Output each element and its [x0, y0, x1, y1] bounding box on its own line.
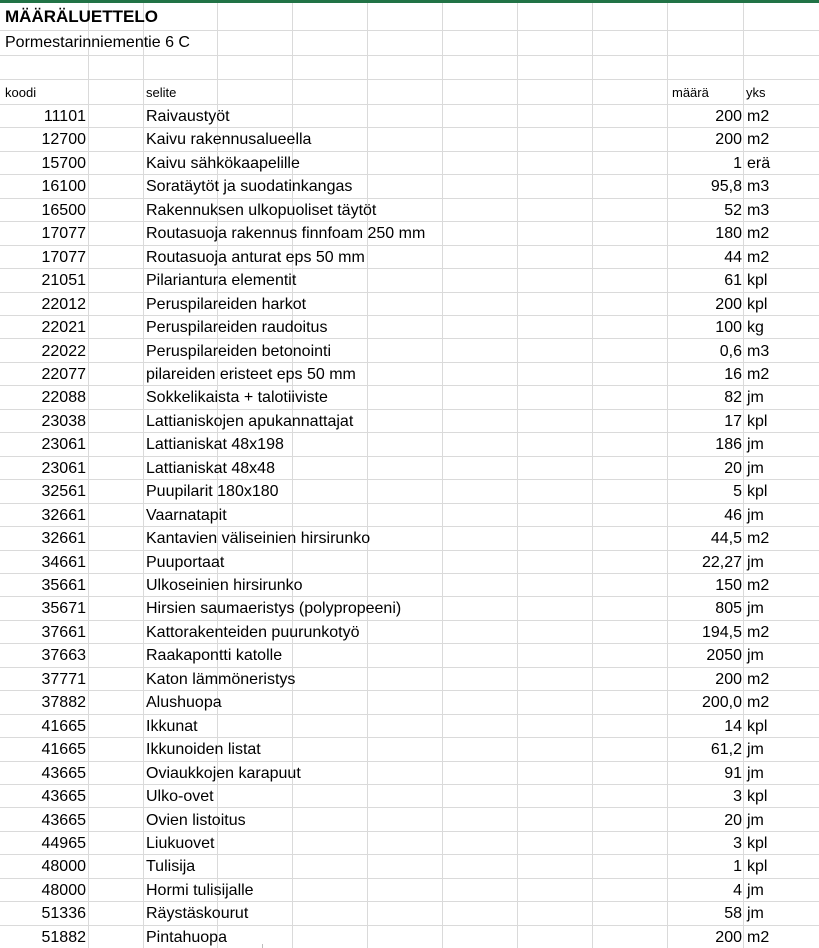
cell-quantity[interactable]: 20 — [724, 459, 742, 477]
cell-unit[interactable]: m2 — [747, 928, 770, 946]
cell-description[interactable]: Kantavien väliseinien hirsirunko — [146, 530, 371, 548]
table-row[interactable] — [0, 340, 819, 363]
table-row[interactable] — [0, 785, 819, 808]
cell-description[interactable]: Peruspilareiden betonointi — [146, 342, 332, 360]
table-row[interactable] — [0, 457, 819, 480]
table-row[interactable] — [0, 269, 819, 292]
sheet-title[interactable]: MÄÄRÄLUETTELO — [5, 7, 158, 26]
table-row[interactable] — [0, 809, 819, 832]
cell-code[interactable]: 22088 — [41, 389, 86, 407]
cell-unit[interactable]: kpl — [747, 483, 768, 501]
table-row[interactable] — [0, 199, 819, 222]
cell-description[interactable]: Sokkelikaista + talotiiviste — [146, 389, 328, 407]
table-row[interactable] — [0, 738, 819, 761]
cell-unit[interactable]: jm — [747, 459, 764, 477]
table-row[interactable] — [0, 433, 819, 456]
cell-code[interactable]: 23061 — [41, 436, 86, 454]
header-code[interactable]: koodi — [5, 85, 37, 100]
cell-unit[interactable]: jm — [747, 553, 764, 571]
cell-quantity[interactable]: 61 — [724, 272, 742, 290]
cell-description[interactable]: Puuportaat — [146, 553, 225, 571]
table-row[interactable] — [0, 410, 819, 433]
cell-code[interactable]: 22012 — [41, 295, 86, 313]
table-row[interactable] — [0, 902, 819, 925]
cell-quantity[interactable]: 52 — [724, 201, 742, 219]
table-row[interactable] — [0, 621, 819, 644]
cell-description[interactable]: Tulisija — [146, 858, 196, 876]
cell-description[interactable]: Kaivu rakennusalueella — [146, 131, 312, 149]
cell-unit[interactable]: jm — [747, 811, 764, 829]
cell-code[interactable]: 37882 — [41, 694, 86, 712]
cell-description[interactable]: Pintahuopa — [146, 928, 227, 946]
cell-quantity[interactable]: 82 — [724, 389, 742, 407]
cell-quantity[interactable]: 194,5 — [701, 623, 742, 641]
cell-description[interactable]: pilareiden eristeet eps 50 mm — [146, 365, 356, 383]
cell-code[interactable]: 32661 — [41, 506, 86, 524]
cell-unit[interactable]: m3 — [747, 178, 770, 196]
cell-unit[interactable]: jm — [747, 436, 764, 454]
table-row[interactable] — [0, 926, 819, 948]
table-row[interactable] — [0, 715, 819, 738]
cell-description[interactable]: Hormi tulisijalle — [146, 881, 254, 899]
cell-unit[interactable]: m2 — [747, 108, 770, 125]
cell-description[interactable]: Routasuoja anturat eps 50 mm — [146, 248, 365, 266]
cell-quantity[interactable]: 1 — [733, 154, 742, 172]
table-row[interactable] — [0, 386, 819, 409]
table-row[interactable] — [0, 527, 819, 550]
cell-code[interactable]: 22077 — [41, 365, 86, 383]
cell-description[interactable]: Räystäskourut — [146, 905, 249, 923]
cell-quantity[interactable]: 3 — [733, 788, 742, 806]
cell-code[interactable]: 23038 — [41, 412, 86, 430]
header-qty[interactable]: määrä — [672, 85, 709, 100]
table-row[interactable] — [0, 879, 819, 902]
cell-unit[interactable]: kpl — [747, 788, 768, 806]
header-unit[interactable]: yks — [746, 85, 766, 100]
table-row[interactable] — [0, 668, 819, 691]
cell-quantity[interactable]: 200 — [715, 295, 742, 313]
cell-quantity[interactable]: 46 — [724, 506, 742, 524]
cell-code[interactable]: 43665 — [41, 788, 86, 806]
table-row[interactable] — [0, 363, 819, 386]
cell-description[interactable]: Peruspilareiden raudoitus — [146, 319, 328, 337]
cell-unit[interactable]: kg — [747, 319, 764, 337]
sheet-scroll-indicator — [262, 944, 273, 948]
cell-quantity[interactable]: 200 — [715, 670, 742, 688]
cell-code[interactable]: 43665 — [41, 811, 86, 829]
cell-quantity[interactable]: 200 — [715, 928, 742, 946]
cell-quantity[interactable]: 44 — [724, 248, 742, 266]
cell-code[interactable]: 15700 — [41, 154, 86, 172]
cell-unit[interactable]: jm — [747, 764, 764, 782]
cell-description[interactable]: Kattorakenteiden puurunkotyö — [146, 623, 360, 641]
cell-description[interactable]: Katon lämmöneristys — [146, 670, 296, 688]
cell-description[interactable]: Vaarnatapit — [146, 506, 227, 524]
cell-code[interactable]: 16500 — [41, 201, 86, 219]
cell-code[interactable]: 51882 — [41, 928, 86, 946]
cell-code[interactable]: 37661 — [41, 623, 86, 641]
cell-description[interactable]: Peruspilareiden harkot — [146, 295, 307, 313]
cell-code[interactable]: 43665 — [41, 764, 86, 782]
cell-description[interactable]: Ulko-ovet — [146, 788, 214, 806]
cell-code[interactable]: 17077 — [41, 248, 86, 266]
cell-unit[interactable]: m2 — [747, 694, 770, 712]
cell-description[interactable]: Kaivu sähkökaapelille — [146, 154, 300, 172]
cell-quantity[interactable]: 61,2 — [710, 741, 742, 759]
cell-quantity[interactable]: 91 — [724, 764, 742, 782]
cell-quantity[interactable]: 58 — [724, 905, 742, 923]
cell-description[interactable]: Hirsien saumaeristys (polypropeeni) — [146, 600, 402, 618]
cell-quantity[interactable]: 200 — [715, 108, 742, 125]
cell-quantity[interactable]: 44,5 — [710, 530, 742, 548]
cell-quantity[interactable]: 22,27 — [701, 553, 742, 571]
spreadsheet-grid[interactable] — [0, 3, 819, 948]
cell-description[interactable]: Ikkunoiden listat — [146, 741, 261, 759]
cell-quantity[interactable]: 180 — [715, 225, 742, 243]
cell-quantity[interactable]: 4 — [733, 881, 742, 899]
cell-description[interactable]: Lattianiskat 48x198 — [146, 436, 284, 454]
header-row[interactable] — [0, 80, 819, 105]
cell-description[interactable]: Routasuoja rakennus finnfoam 250 mm — [146, 225, 426, 243]
table-row[interactable] — [0, 128, 819, 151]
table-row[interactable] — [0, 762, 819, 785]
table-row[interactable] — [0, 152, 819, 175]
table-row[interactable] — [0, 316, 819, 339]
cell-description[interactable]: Puupilarit 180x180 — [146, 483, 279, 501]
cell-description[interactable]: Lattianiskat 48x48 — [146, 459, 275, 477]
subtitle-row[interactable] — [0, 31, 819, 56]
cell-unit[interactable]: m2 — [747, 131, 770, 149]
cell-unit[interactable]: jm — [747, 647, 764, 665]
empty-row[interactable] — [0, 56, 819, 80]
cell-description[interactable]: Ikkunat — [146, 717, 198, 735]
cell-code[interactable]: 16100 — [41, 178, 86, 196]
cell-quantity[interactable]: 200,0 — [701, 694, 742, 712]
cell-code[interactable]: 48000 — [41, 858, 86, 876]
cell-code[interactable]: 23061 — [41, 459, 86, 477]
cell-unit[interactable]: m2 — [747, 670, 770, 688]
cell-description[interactable]: Alushuopa — [146, 694, 222, 712]
table-row[interactable] — [0, 293, 819, 316]
cell-description[interactable]: Pilariantura elementit — [146, 272, 297, 290]
cell-unit[interactable]: jm — [747, 506, 764, 524]
cell-code[interactable]: 22022 — [41, 342, 86, 360]
table-row[interactable] — [0, 222, 819, 245]
cell-unit[interactable]: kpl — [747, 717, 768, 735]
cell-unit[interactable]: jm — [747, 389, 764, 407]
cell-description[interactable]: Ulkoseinien hirsirunko — [146, 577, 303, 594]
cell-quantity[interactable]: 150 — [715, 577, 742, 594]
cell-quantity[interactable]: 1 — [733, 858, 742, 876]
table-row[interactable] — [0, 574, 819, 597]
cell-quantity[interactable]: 16 — [724, 365, 742, 383]
cell-quantity[interactable]: 100 — [715, 319, 742, 337]
cell-quantity[interactable]: 186 — [715, 436, 742, 454]
cell-code[interactable]: 48000 — [41, 881, 86, 899]
cell-code[interactable]: 11101 — [43, 108, 86, 125]
cell-quantity[interactable]: 2050 — [706, 647, 742, 665]
cell-description[interactable]: Ovien listoitus — [146, 811, 246, 829]
cell-unit[interactable]: m2 — [747, 623, 770, 641]
cell-code[interactable]: 37663 — [41, 647, 86, 665]
cell-code[interactable]: 41665 — [41, 717, 86, 735]
cell-code[interactable]: 32561 — [41, 483, 86, 501]
table-row[interactable] — [0, 246, 819, 269]
table-row[interactable] — [0, 597, 819, 620]
table-row[interactable] — [0, 504, 819, 527]
table-row[interactable] — [0, 855, 819, 878]
cell-unit[interactable]: kpl — [747, 858, 768, 876]
cell-quantity[interactable]: 14 — [724, 717, 742, 735]
cell-description[interactable]: Liukuovet — [146, 834, 215, 852]
cell-unit[interactable]: erä — [747, 154, 771, 172]
cell-code[interactable]: 37771 — [41, 670, 86, 688]
cell-unit[interactable]: m3 — [747, 201, 770, 219]
cell-unit[interactable]: m2 — [747, 530, 770, 548]
cell-unit[interactable]: jm — [747, 881, 764, 899]
cell-code[interactable]: 35671 — [41, 600, 86, 618]
cell-quantity[interactable]: 20 — [724, 811, 742, 829]
cell-unit[interactable]: jm — [747, 905, 764, 923]
cell-quantity[interactable]: 5 — [733, 483, 742, 501]
table-row[interactable] — [0, 175, 819, 198]
cell-description[interactable]: Raivaustyöt — [146, 108, 230, 125]
cell-code[interactable]: 22021 — [41, 319, 86, 337]
table-row[interactable] — [0, 105, 819, 128]
cell-code[interactable]: 35661 — [41, 577, 86, 594]
cell-code[interactable]: 41665 — [41, 741, 86, 759]
cell-quantity[interactable]: 17 — [724, 412, 742, 430]
table-row[interactable] — [0, 691, 819, 714]
cell-unit[interactable]: m2 — [747, 248, 770, 266]
cell-quantity[interactable]: 200 — [715, 131, 742, 149]
cell-code[interactable]: 12700 — [41, 131, 86, 149]
cell-description[interactable]: Oviaukkojen karapuut — [146, 764, 301, 782]
cell-description[interactable]: Rakennuksen ulkopuoliset täytöt — [146, 201, 377, 219]
cell-quantity[interactable]: 3 — [733, 834, 742, 852]
cell-unit[interactable]: kpl — [747, 272, 768, 290]
table-row[interactable] — [0, 832, 819, 855]
cell-quantity[interactable]: 805 — [715, 600, 742, 618]
cell-description[interactable]: Raakapontti katolle — [146, 647, 283, 665]
title-row[interactable] — [0, 3, 819, 31]
cell-unit[interactable]: kpl — [747, 295, 768, 313]
cell-code[interactable]: 32661 — [41, 530, 86, 548]
table-row[interactable] — [0, 551, 819, 574]
cell-description[interactable]: Lattianiskojen apukannattajat — [146, 412, 354, 430]
cell-code[interactable]: 51336 — [41, 905, 86, 923]
cell-description[interactable]: Soratäytöt ja suodatinkangas — [146, 178, 353, 196]
cell-unit[interactable]: kpl — [747, 834, 768, 852]
cell-unit[interactable]: m2 — [747, 577, 770, 594]
cell-unit[interactable]: m3 — [747, 342, 770, 360]
sheet-subtitle[interactable]: Pormestarinniementie 6 C — [5, 34, 190, 51]
cell-unit[interactable]: jm — [747, 741, 764, 759]
cell-code[interactable]: 17077 — [41, 225, 86, 243]
cell-unit[interactable]: kpl — [747, 412, 768, 430]
cell-unit[interactable]: m2 — [747, 365, 770, 383]
cell-quantity[interactable]: 95,8 — [710, 178, 742, 196]
table-row[interactable] — [0, 480, 819, 503]
cell-code[interactable]: 44965 — [41, 834, 86, 852]
table-row[interactable] — [0, 644, 819, 667]
header-desc[interactable]: selite — [146, 85, 177, 100]
cell-quantity[interactable]: 0,6 — [719, 342, 742, 360]
cell-unit[interactable]: jm — [747, 600, 764, 618]
cell-code[interactable]: 34661 — [41, 553, 86, 571]
cell-unit[interactable]: m2 — [747, 225, 770, 243]
cell-code[interactable]: 21051 — [41, 272, 86, 290]
